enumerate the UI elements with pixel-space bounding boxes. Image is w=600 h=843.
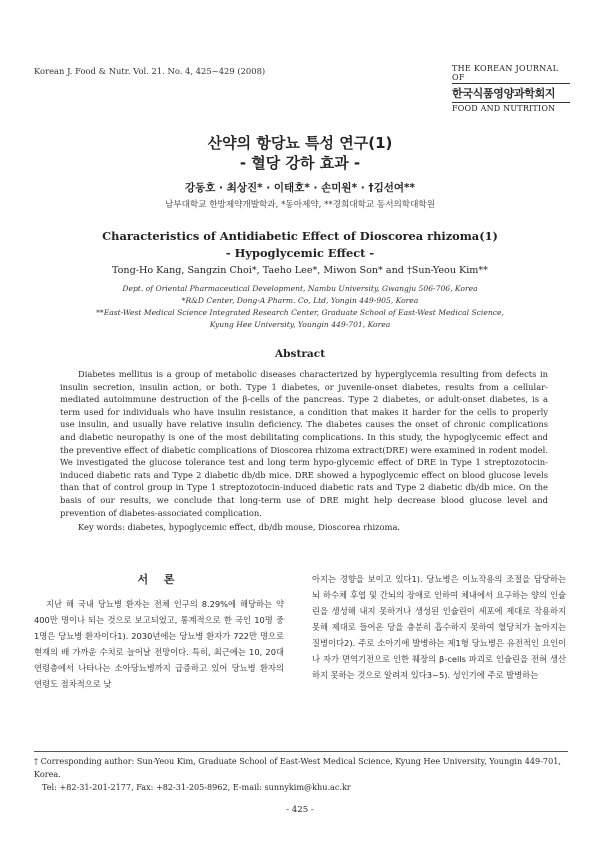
korean-title: 산약의 항당뇨 특성 연구(1) (207, 134, 393, 152)
journal-name-line3: FOOD AND NUTRITION (452, 102, 570, 113)
journal-name-korean: 한국식품영양과학회지 (452, 87, 556, 100)
abstract-heading: Abstract (274, 348, 326, 360)
introduction-left-column: 지난 해 국내 당뇨병 환자는 전체 인구의 8.29%에 해당하는 약 400만 명이나 되는 것으로 보고되었고, 통계적으로 한 국인 10명 중 1명은 당뇨병 환자이다1). 2030년에는 당뇨병 환자가 722만 명으로 현재의 배 가까운 수치로 늘어날 전망이다. 특히, 최근에는 10, 20대 연령층에서 나타나는 소아당뇨병까지 급증하고 있어 당뇨병 환자의 연령도 점차적으로 낮 (34, 599, 284, 689)
introduction-right-column: 아지는 경향을 보이고 있다1). 당뇨병은 이뇨작용의 조절을 담당하는 뇌 하수체 후엽 및 간뇌의 장애로 인하여 체내에서 요구하는 양의 인슐린을 생성해 내지 못하거나 생성된 인슐린이 세포에 제대로 작용하지 못해 제대로 들어온 당을 충분히 흡수하지 못하여 혈당치가 높아지는 질병이다2). 주로 소아기에 발병하는 제1형 당뇨병은 유전적인 요인이나 자가 면역기전으로 인한 췌장의 β-cells 파괴로 인슐린을 전혀 생산 하지 못하는 것으로 알려져 있다3~5). 성인기에 주로 발병하는 (312, 574, 566, 680)
affiliation-4: Kyung Hee University, Youngin 449-701, Korea (209, 320, 391, 329)
affiliation-2: *R&D Center, Dong-A Pharm. Co, Ltd, Yongin 449-905, Korea (181, 296, 419, 305)
english-authors: Tong-Ho Kang, Sangzin Choi*, Taeho Lee*, Miwon Son* and †Sun-Yeou Kim** (112, 265, 488, 276)
affiliation-3: **East-West Medical Science Integrated Research Center, Graduate School of East-West Medical Science, (96, 308, 504, 317)
english-subtitle: - Hypoglycemic Effect - (225, 246, 375, 260)
journal-citation: Korean J. Food & Nutr. Vol. 21. No. 4, 425~429 (2008) (34, 66, 266, 76)
affiliation-1: Dept. of Oriental Pharmaceutical Development, Nambu University, Gwangju 506-706, Korea (122, 284, 478, 293)
abstract-body: Diabetes mellitus is a group of metabolic diseases characterized by hyperglycemia resulting from defects in insulin secretion, insulin action, or both. Type 1 diabetes, or juvenile-onset diabetes, results from a cellular-mediated autoimmune destruction of the β-cells of the pancreas. Type 2 diabetes, or adult-onset diabetes, is a term used for individuals who have insulin resistance, a condition that makes it harder for the cells to properly use insulin, and usually have relative insulin deficiency. The diabetes causes the onset of chronic complications and diabetic neuropathy is one of the most debilitating complications. In this study, the hypoglycemic effect and the preventive effect of diabetic complications of Dioscorea rhizoma extract(DRE) were examined in rodent model. We investigated the glucose tolerance test and long term hypo-glycemic effect of DRE in Type 1 streptozotocin-induced diabetic rats and Type 2 diabetic db/db mice. DRE showed a hypoglycemic effect on blood glucose levels than that of control group in Type 1 streptozotocin-induced diabetic rats and Type 2 diabetic db/db mice. On the basis of our results, we conclude that long-term use of DRE might help decrease blood glucose level and prevention of diabetes-associated complication. (60, 369, 548, 518)
footnote-contact-line: Tel: +82-31-201-2177, Fax: +82-31-205-8962, E-mail: sunnykim@khu.ac.kr (42, 782, 351, 792)
korean-subtitle: - 혈당 강하 효과 - (239, 154, 361, 172)
korean-authors: 강동호 · 최상진* · 이태호* · 손미원* · †김선여** (184, 182, 416, 194)
korean-affiliations: 남부대학교 한방제약개발학과, *동아제약, **경희대학교 동서의학대학원 (164, 200, 436, 210)
keywords: Key words: diabetes, hypoglycemic effect, db/db mouse, Dioscorea rhizoma. (78, 522, 401, 532)
journal-name-line1: THE KOREAN JOURNAL OF (452, 64, 570, 84)
footnote-divider (34, 751, 568, 752)
footnote-author-line: † Corresponding author: Sun-Yeou Kim, Graduate School of East-West Medical Science, Kyung Hee University, Youngin 449-701, Korea. (34, 756, 561, 779)
english-title: Characteristics of Antidiabetic Effect of Dioscorea rhizoma(1) (102, 229, 498, 243)
page-number: - 425 - (286, 805, 314, 815)
introduction-heading: 서 론 (137, 573, 181, 586)
corresponding-author-footnote (34, 755, 568, 794)
journal-logo-block (452, 64, 570, 113)
